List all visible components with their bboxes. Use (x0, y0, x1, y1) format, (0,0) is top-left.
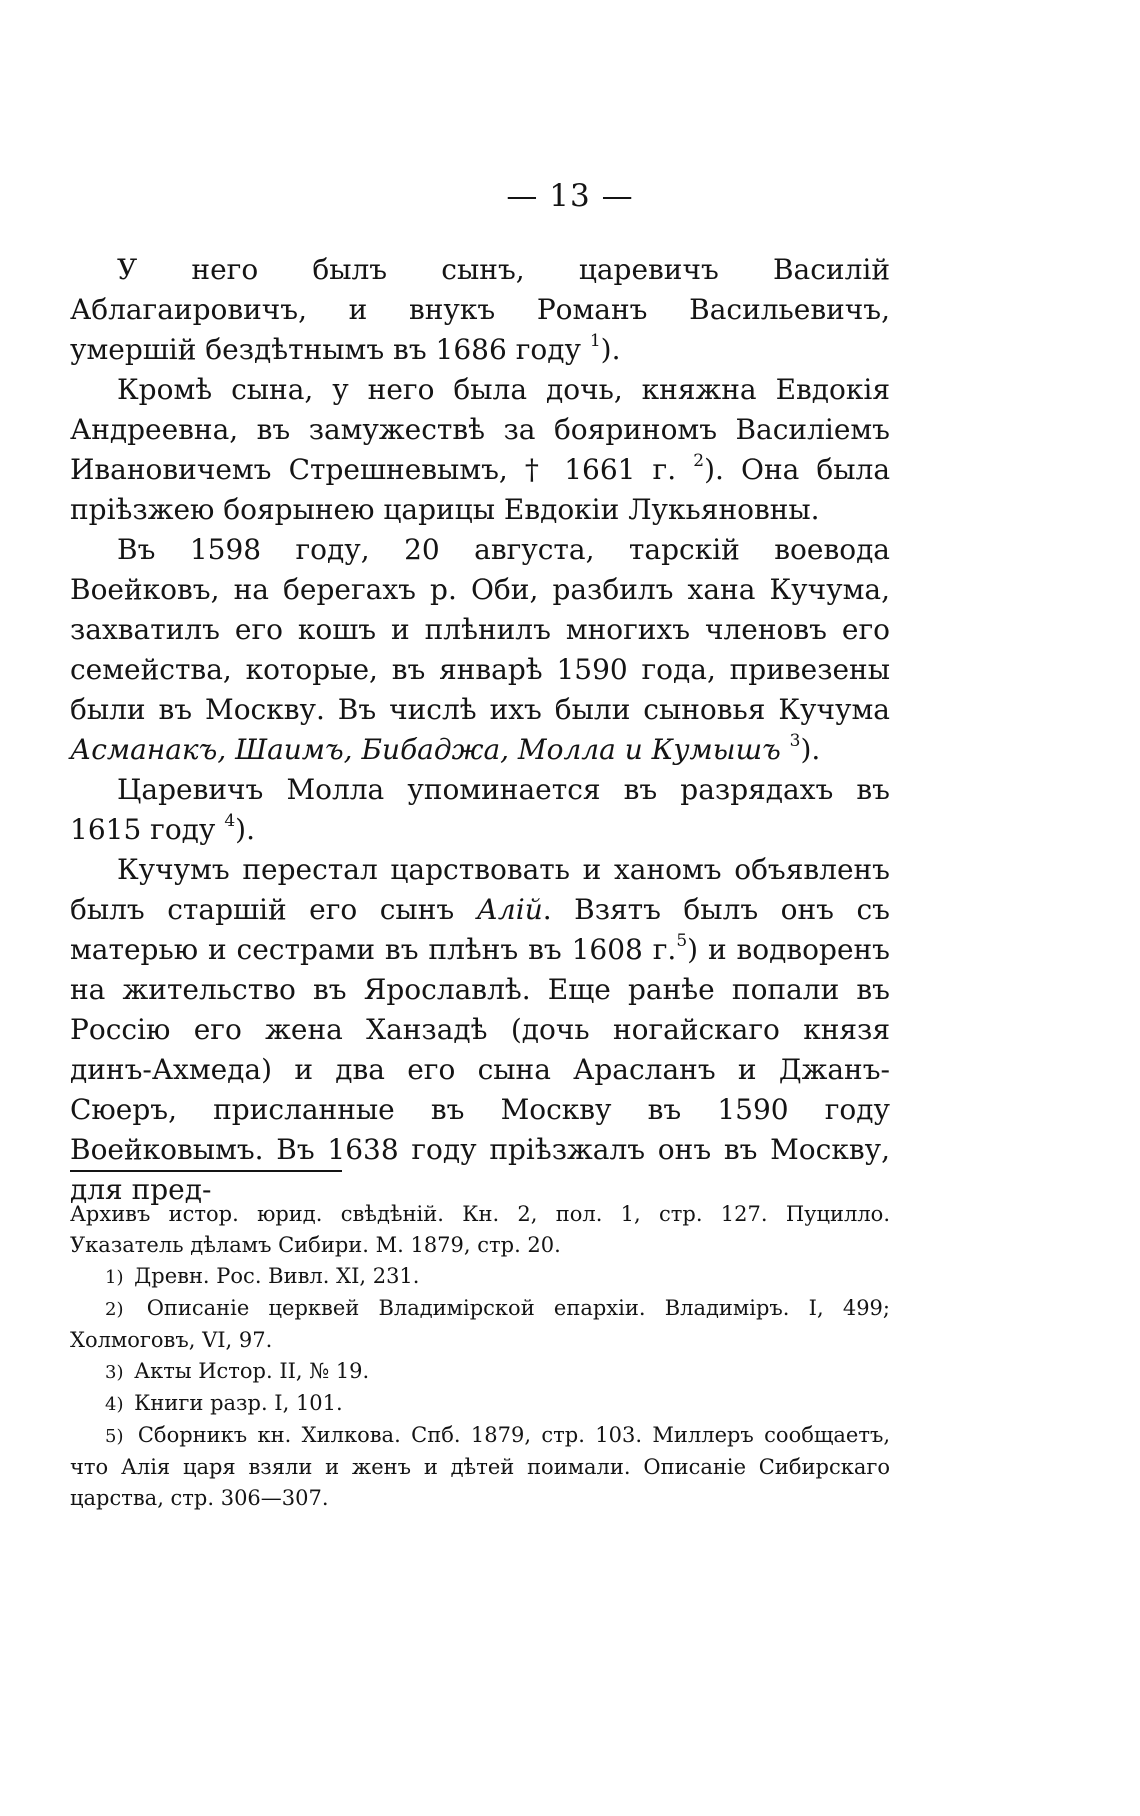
footnote-1: 1) Древн. Рос. Вивл. XI, 231. (105, 1264, 420, 1288)
footnote-2: 2) Описаніе церквей Владимірской епархіи. Владиміръ. I, 499; Холмоговъ, VI, 97. (70, 1296, 890, 1352)
paragraph-5: Кучумъ перестал царствовать и ханомъ объявленъ былъ старшій его сынъ Алій. Взятъ былъ онъ съ матерью и сестрами въ плѣнъ въ 1608 г.$^5$) и водворенъ на жительство въ Ярославлѣ. Еще ранѣе попали въ Россію его жена Ханзадѣ (дочь ногайскаго князя динъ-Ахмеда) и два его сына Арасланъ и Джанъ-Сюеръ, присланные въ Москву въ 1590 году Воейковымъ. Въ 1638 году пріѣзжалъ онъ въ Москву, для пред- (70, 853, 890, 1206)
footnote-ref-2[interactable]: 2 (693, 450, 705, 471)
footnote-5: 5) Сборникъ кн. Хилкова. Спб. 1879, стр. 103. Миллеръ сообщаетъ, что Алія царя взяли и женъ и дѣтей поимали. Описаніе Сибирскаго царства, стр. 306—307. (70, 1423, 890, 1510)
footnote-ref-3[interactable]: 3 (789, 730, 801, 751)
footnote-source: Архивъ истор. юрид. свѣдѣній. Кн. 2, пол. 1, стр. 127. Пуцилло. Указатель дѣламъ Сибири. М. 1879, стр. 20. (70, 1202, 890, 1257)
footnote-mark: 1) (105, 1267, 124, 1288)
aliy-name: Алій (476, 893, 543, 926)
footnote-ref-4[interactable]: 4 (224, 810, 236, 831)
paragraph-2: Кромѣ сына, у него была дочь, княжна Евдокія Андреевна, въ замужествѣ за бояриномъ Василіемъ Ивановичемъ Стрешневымъ, † 1661 г. $^2$). Она была пріѣзжею боярынею царицы Евдокіи Лукьяновны. (70, 373, 891, 526)
page-number: — 13 — (506, 178, 634, 214)
paragraph-3: Въ 1598 году, 20 августа, тарскій воевода Воейковъ, на берегахъ р. Оби, разбилъ хана Кучума, захватилъ его кошъ и плѣнилъ многихъ членовъ его семейства, которые, въ январѣ 1590 года, привезены были въ Москву. Въ числѣ ихъ были сыновья Кучума Асманакъ, Шаимъ, Бибаджа, Молла и Кумышъ $^3$). (70, 533, 890, 766)
footnote-mark: 4) (105, 1394, 124, 1415)
footnote-divider (70, 1170, 342, 1172)
body-text (70, 250, 890, 1210)
footnote-mark: 5) (105, 1426, 124, 1447)
footnote-ref-1[interactable]: 1 (589, 330, 601, 351)
footnote-ref-5[interactable]: 5 (676, 930, 688, 951)
footnotes (70, 1199, 890, 1514)
footnote-3: 3) Акты Истор. II, № 19. (105, 1359, 370, 1383)
paragraph-4: Царевичъ Молла упоминается въ разрядахъ въ 1615 году $^4$). (70, 773, 890, 846)
kuchum-sons-names: Асманакъ, Шаимъ, Бибаджа, Молла и Кумышъ (70, 733, 781, 766)
footnote-mark: 2) (105, 1299, 124, 1320)
paragraph-1: У него былъ сынъ, царевичъ Василій Аблагаировичъ, и внукъ Романъ Васильевичъ, умершій бездѣтнымъ въ 1686 году $^1$). (70, 253, 890, 366)
footnote-mark: 3) (105, 1362, 124, 1383)
footnote-4: 4) Книги разр. I, 101. (105, 1391, 343, 1415)
